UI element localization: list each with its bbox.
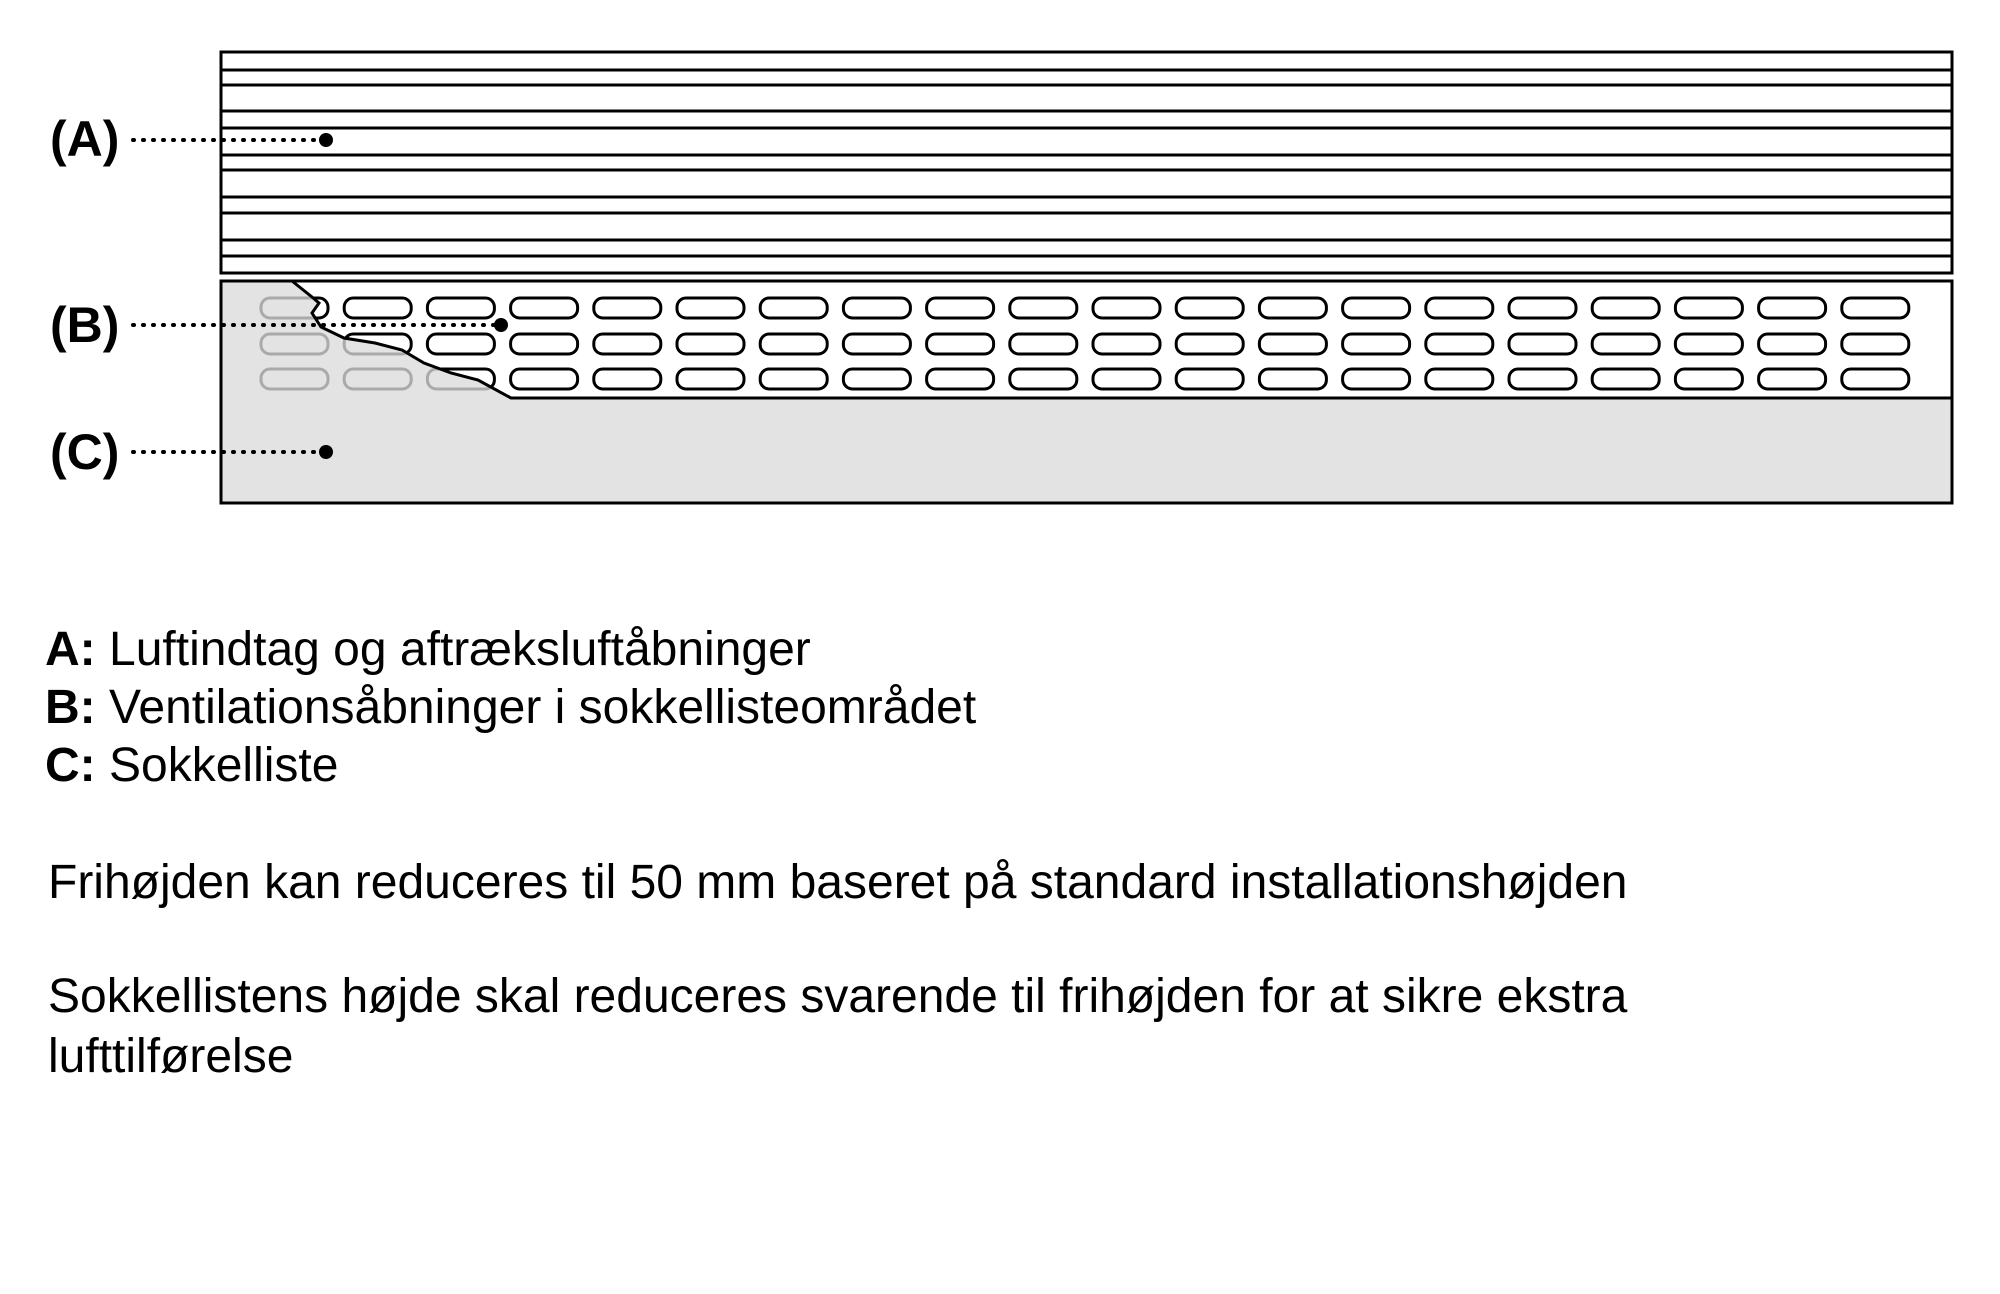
- legend-key: C:: [45, 739, 96, 792]
- legend-text: Ventilationsåbninger i sokkellisteområdet: [109, 681, 977, 734]
- legend-text: Luftindtag og aftræksluftåbninger: [109, 623, 811, 676]
- legend-key: B:: [45, 681, 96, 734]
- callout-label-a: (A): [50, 111, 120, 167]
- ventilation-diagram: [0, 0, 2000, 560]
- note-clearance: Frihøjden kan reduceres til 50 mm baseret på standard installationshøjden: [48, 856, 1628, 909]
- air-intake-grille: [221, 52, 1952, 273]
- legend-key: A:: [45, 623, 96, 676]
- callout-label-c: (C): [50, 424, 120, 480]
- legend-item-b: [45, 679, 976, 737]
- plinth-area: [221, 281, 1952, 503]
- note-plinth-height: Sokkellistens højde skal reduceres svarende til frihøjden for at sikre ekstra lufttilførelse: [48, 970, 1628, 1083]
- legend-text: Sokkelliste: [109, 739, 339, 792]
- legend: [45, 621, 976, 795]
- legend-item-c: [45, 737, 976, 795]
- legend-item-a: [45, 621, 976, 679]
- callout-label-b: (B): [50, 297, 120, 353]
